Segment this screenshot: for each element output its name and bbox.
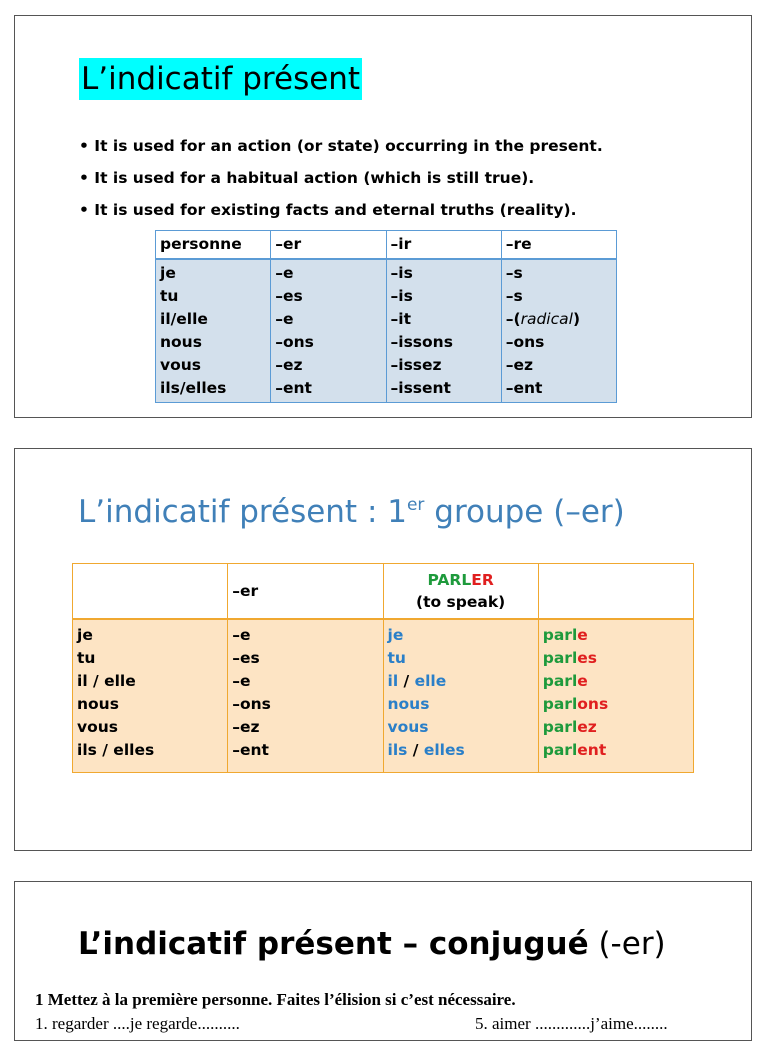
header-ir: –ir (386, 231, 501, 260)
header-er: –er (271, 231, 386, 260)
header-empty-2 (538, 564, 693, 620)
header-re: –re (501, 231, 616, 260)
endings-column: –e –es –e –ons –ez –ent (228, 619, 383, 773)
persons-column: je tu il/elle nous vous ils/elles (156, 259, 271, 403)
radical-label: radical (520, 310, 573, 328)
er-endings-column: –e –es –e –ons –ez –ent (271, 259, 386, 403)
slide-title: L’indicatif présent – conjugué (-er) (78, 926, 666, 962)
header-personne: personne (156, 231, 271, 260)
bullet-list (79, 130, 603, 226)
table-header-row (156, 231, 617, 260)
header-empty (73, 564, 228, 620)
bullet-item: • It is used for a habitual action (which is still true). (79, 169, 535, 187)
parler-conjugation-table (72, 563, 694, 773)
pronouns-column: je tu il / elle nous vous ils / elles (383, 619, 538, 773)
slide-premier-groupe (14, 448, 752, 851)
header-er: –er (228, 564, 383, 620)
endings-table (155, 230, 617, 403)
slide-conjugue (14, 881, 752, 1041)
header-parler: PARLER (to speak) (383, 564, 538, 620)
parler-translation: (to speak) (416, 593, 506, 611)
exercise-heading: 1 Mettez à la première personne. Faites l’élision si c’est nécessaire. (35, 990, 516, 1009)
persons-column: je tu il / elle nous vous ils / elles (73, 619, 228, 773)
bullet-item: • It is used for existing facts and eternal truths (reality). (79, 201, 577, 219)
table-body-row (73, 619, 694, 773)
slide-title: L’indicatif présent : 1er groupe (–er) (78, 494, 625, 530)
exercise-line: 1. regarder ....je regarde.......... 5. aimer .............j’aime........ (35, 1014, 668, 1033)
table-body-row (156, 259, 617, 403)
conjugated-forms-column: parle parles parle parlons parlez parlent (538, 619, 693, 773)
slide-indicatif-present (14, 15, 752, 418)
table-header-row (73, 564, 694, 620)
slide-title: L’indicatif présent (79, 58, 362, 100)
bullet-item: • It is used for an action (or state) occurring in the present. (79, 137, 603, 155)
ir-endings-column: –is –is –it –issons –issez –issent (386, 259, 501, 403)
re-endings-column: –s –s –(radical) –ons –ez –ent (501, 259, 616, 403)
